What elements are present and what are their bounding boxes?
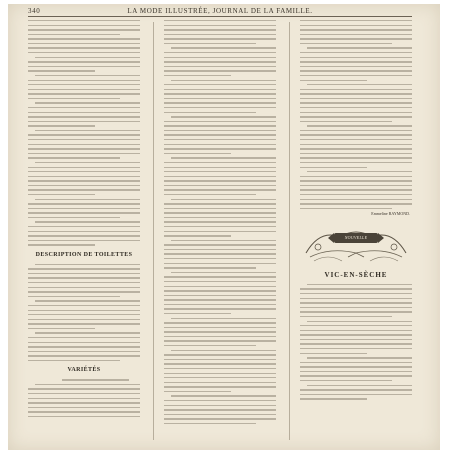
text-line [300,176,412,177]
text-line [300,70,412,71]
text-line [300,29,412,30]
text-line [300,43,392,44]
text-line [28,157,120,158]
text-line [28,84,140,85]
story-title: VIC-EN-SÈCHE [324,270,388,279]
text-line [28,47,140,48]
text-line [164,354,276,355]
text-line [171,350,276,351]
body-text-block [164,20,276,424]
text-line [300,162,412,163]
text-line [28,231,140,232]
text-line [28,80,140,81]
text-line [300,375,412,376]
text-line [28,43,140,44]
text-line [28,305,140,306]
text-line [164,391,231,392]
text-line [307,84,412,85]
text-line [307,357,412,358]
text-line [28,112,140,113]
text-line [171,395,276,396]
text-line [35,384,140,385]
text-line [300,80,367,81]
text-line [28,25,140,26]
text-line [300,38,412,39]
text-line [307,125,412,126]
text-line [35,199,140,200]
text-line [28,148,140,149]
text-line [300,394,412,395]
text-line [28,411,140,412]
text-line [300,362,412,363]
text-line [28,328,95,329]
text-line [164,89,276,90]
body-text-block [28,379,140,417]
text-line [164,43,256,44]
column-right [300,20,412,440]
text-line [28,296,120,297]
text-line [28,180,140,181]
text-line [300,307,412,308]
text-line [171,116,276,117]
text-line [300,89,412,90]
text-line [300,153,412,154]
journal-title: LA MODE ILLUSTRÉE, JOURNAL DE LA FAMILLE. [127,7,313,15]
text-line [164,373,276,374]
text-line [300,293,412,294]
text-line [28,139,140,140]
text-line [300,189,412,190]
text-line [300,93,412,94]
text-line [164,359,276,360]
text-line [300,144,412,145]
text-line [164,244,276,245]
text-line [300,398,367,399]
text-line [28,337,140,338]
text-line [300,199,412,200]
text-line [307,321,412,322]
text-line [164,231,276,232]
text-line [28,116,140,117]
text-line [300,348,412,349]
column-divider [153,22,154,440]
column-left [28,20,140,440]
decorative-vignette [300,223,412,267]
body-text-block [300,20,412,209]
text-line [28,355,140,356]
text-line [164,185,276,186]
text-line [164,308,276,309]
text-line [300,121,392,122]
text-line [35,102,140,103]
text-line [164,286,276,287]
section-heading-toilettes: DESCRIPTION DE TOILETTES [35,251,133,258]
text-line [28,176,140,177]
vignette-label: NOUVELLE [344,234,368,240]
text-line [164,336,276,337]
text-line [28,416,140,417]
author-signature: Emmeline RAYMOND. [371,211,410,217]
text-line [164,93,276,94]
text-line [300,298,412,299]
text-line [164,139,276,140]
text-line [164,34,276,35]
text-line [307,47,412,48]
text-line [300,157,412,158]
text-line [28,407,140,408]
text-line [28,144,140,145]
text-line [28,185,140,186]
text-line [164,304,276,305]
text-line [164,368,276,369]
text-line [62,379,129,380]
text-line [164,382,276,383]
body-text-block [300,284,412,400]
text-line [164,405,276,406]
text-line [28,287,140,288]
text-line [300,20,412,21]
text-line [35,57,140,58]
text-line [28,167,140,168]
text-line [28,189,140,190]
text-line [28,235,140,236]
text-line [35,264,140,265]
text-line [300,52,412,53]
text-line [164,98,276,99]
text-line [164,52,276,53]
text-line [300,25,412,26]
text-line [171,47,276,48]
text-line [164,377,276,378]
text-line [164,276,276,277]
text-line [28,93,140,94]
text-line [164,102,276,103]
text-line [28,319,140,320]
text-line [164,295,276,296]
text-line [164,345,256,346]
text-line [28,66,140,67]
page-number: 340 [28,7,41,15]
text-line [164,226,276,227]
text-line [28,20,140,21]
text-line [164,235,231,236]
text-line [35,162,140,163]
text-line [28,226,140,227]
text-line [28,351,140,352]
text-line [164,263,276,264]
vignette-illustration [300,223,412,267]
text-line [300,34,412,35]
text-line [171,318,276,319]
body-text-block [28,264,140,362]
text-line [300,366,412,367]
text-line [300,185,412,186]
text-line [164,75,231,76]
text-line [28,310,140,311]
text-line [28,134,140,135]
text-line [300,302,412,303]
text-line [164,400,276,401]
text-line [164,327,276,328]
text-line [28,34,120,35]
column-middle [164,20,276,440]
text-line [164,418,276,419]
text-line [35,221,140,222]
text-line [300,288,412,289]
text-line [28,291,140,292]
text-line [164,167,276,168]
text-line [28,398,140,399]
text-line [164,322,276,323]
text-line [164,70,276,71]
text-line [164,180,276,181]
text-line [28,388,140,389]
text-line [28,171,140,172]
text-line [300,316,392,317]
text-line [300,57,412,58]
text-line [300,130,412,131]
text-line [164,340,276,341]
text-line [300,102,412,103]
text-line [164,212,276,213]
text-line [300,208,392,209]
text-line [300,167,367,168]
text-line [28,402,140,403]
text-line [171,199,276,200]
text-line [164,176,276,177]
text-line [300,343,412,344]
text-line [28,121,140,122]
text-line [164,217,276,218]
text-line [300,311,412,312]
text-line [164,253,276,254]
text-line [164,153,231,154]
text-line [164,57,276,58]
text-line [28,277,140,278]
text-line [300,330,412,331]
text-line [28,346,140,347]
text-line [28,268,140,269]
text-line [164,208,276,209]
text-line [300,389,412,390]
text-line [164,171,276,172]
text-line [164,144,276,145]
text-line [28,29,140,30]
text-line [35,130,140,131]
text-line [28,52,140,53]
text-line [171,80,276,81]
text-line [28,194,95,195]
text-line [164,189,276,190]
text-line [164,331,276,332]
text-line [164,29,276,30]
text-line [300,325,412,326]
text-line [28,212,140,213]
text-line [164,281,276,282]
text-line [164,25,276,26]
text-line [28,282,140,283]
text-line [300,139,412,140]
text-line [28,217,120,218]
text-line [307,171,412,172]
body-text-block [28,20,140,246]
text-line [300,180,412,181]
text-line [300,98,412,99]
text-line [28,342,140,343]
text-line [300,112,412,113]
text-line [300,380,392,381]
text-line [164,20,276,21]
text-line [28,203,140,204]
text-line [164,130,276,131]
section-heading-varietes: VARIÉTÉS [67,367,101,374]
text-line [28,240,140,241]
text-line [35,300,140,301]
text-line [307,385,412,386]
text-line [300,61,412,62]
text-line [164,66,276,67]
text-line [164,267,256,268]
text-line [164,134,276,135]
text-line [171,272,276,273]
text-line [28,125,95,126]
text-line [171,240,276,241]
text-line [35,75,140,76]
text-line [164,107,276,108]
text-line [28,244,95,245]
text-line [28,38,140,39]
text-line [28,153,140,154]
text-line [164,414,276,415]
text-line [164,249,276,250]
text-line [28,273,140,274]
text-line [300,148,412,149]
text-line [164,258,276,259]
text-line [164,363,276,364]
header-rule [28,16,412,17]
text-line [28,107,140,108]
text-line [300,203,412,204]
text-line [164,299,276,300]
text-line [300,371,412,372]
text-line [300,75,412,76]
text-line [28,393,140,394]
text-line [171,157,276,158]
text-line [164,386,276,387]
text-line [28,89,140,90]
text-line [164,125,276,126]
text-line [35,332,140,333]
text-line [164,423,256,424]
text-line [28,61,140,62]
text-line [28,323,140,324]
text-line [28,98,120,99]
text-line [164,84,276,85]
text-line [300,353,367,354]
text-line [300,334,412,335]
text-line [164,290,276,291]
text-line [164,148,276,149]
text-line [300,116,412,117]
text-line [164,38,276,39]
text-line [28,314,140,315]
text-line [164,121,276,122]
text-line [28,360,120,361]
text-line [300,134,412,135]
text-line [28,70,95,71]
text-line [300,194,412,195]
text-line [300,107,412,108]
text-line [164,409,276,410]
text-line [164,203,276,204]
text-line [164,61,276,62]
text-line [164,313,231,314]
text-line [164,194,256,195]
text-line [28,208,140,209]
text-line [300,66,412,67]
text-line [164,162,276,163]
text-line [164,112,256,113]
text-line [164,221,276,222]
column-divider [289,22,290,440]
text-line [300,339,412,340]
page-header [28,4,412,16]
text-line [307,284,412,285]
